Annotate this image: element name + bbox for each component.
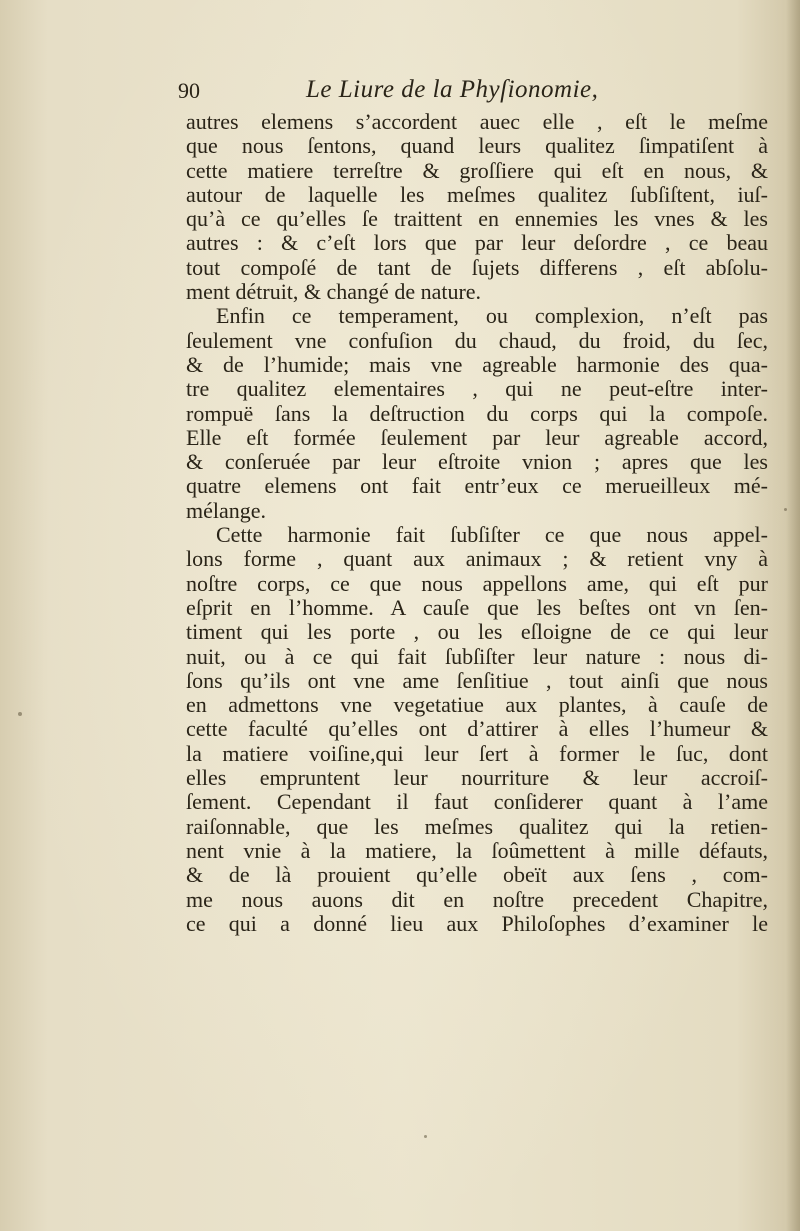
- text-line: en admettons vne vegetatiue aux plantes, à cauſe de: [186, 693, 768, 718]
- page-edge-shadow: [786, 0, 800, 1231]
- text-line: & de là prouient qu’elle obeït aux ſens , com-: [186, 863, 768, 888]
- text-line: ce qui a donné lieu aux Philoſophes d’examiner le: [186, 911, 768, 936]
- text-line: nent vnie à la matiere, la ſoûmettent à mille défauts,: [186, 838, 768, 863]
- text-line: autres : & c’eſt lors que par leur deſordre , ce beau: [186, 231, 768, 256]
- text-line: tout compoſé de tant de ſujets differens , eſt abſolu-: [186, 255, 768, 280]
- text-line: Cette harmonie fait ſubſiſter ce que nous appel-: [216, 523, 768, 548]
- text-line: rompuë ſans la deſtruction du corps qui la compoſe.: [186, 401, 768, 426]
- text-line: ſons qu’ils ont vne ame ſenſitiue , tout ainſi que nous: [186, 668, 768, 693]
- text-line: tre qualitez elementaires , qui ne peut-eſtre inter-: [186, 377, 768, 402]
- text-line: timent qui les porte , ou les eſloigne de ce qui leur: [186, 620, 768, 645]
- text-line: la matiere voiſine,qui leur ſert à former le ſuc, dont: [186, 741, 768, 766]
- text-line: nuit, ou à ce qui fait ſubſiſter leur nature : nous di-: [186, 644, 768, 669]
- page-header: [178, 76, 758, 106]
- page-number: 90: [178, 78, 200, 103]
- body-text: [186, 110, 768, 936]
- text-line: me nous auons dit en noſtre precedent Chapitre,: [186, 887, 768, 912]
- text-line: qu’à ce qu’elles ſe traittent en ennemies les vnes & les: [186, 207, 768, 232]
- text-line: Enfin ce temperament, ou complexion, n’eſt pas: [216, 304, 768, 329]
- text-line: cette faculté qu’elles ont d’attirer à elles l’humeur &: [186, 717, 768, 742]
- text-line: noſtre corps, ce que nous appellons ame, qui eſt pur: [186, 571, 768, 596]
- ink-speck: [784, 508, 787, 511]
- text-line: mélange.: [186, 498, 267, 523]
- text-line: Elle eſt formée ſeulement par leur agreable accord,: [186, 425, 768, 450]
- text-line: que nous ſentons, quand leurs qualitez ſimpatiſent à: [186, 134, 768, 159]
- text-line: quatre elemens ont fait entr’eux ce merueilleux mé-: [186, 474, 768, 499]
- ink-speck: [424, 1135, 427, 1138]
- text-line: autour de laquelle les meſmes qualitez ſubſiſtent, iuſ-: [186, 182, 768, 207]
- text-line: & de l’humide; mais vne agreable harmonie des qua-: [186, 352, 768, 377]
- text-line: lons forme , quant aux animaux ; & retient vny à: [186, 547, 768, 572]
- text-line: elles empruntent leur nourriture & leur accroiſ-: [186, 766, 768, 791]
- ink-speck: [18, 712, 22, 716]
- text-line: ſeulement vne confuſion du chaud, du froid, du ſec,: [186, 328, 768, 353]
- text-line: autres elemens s’accordent auec elle , eſt le meſme: [186, 110, 768, 134]
- text-line: & conſeruée par leur eſtroite vnion ; apres que les: [186, 450, 768, 475]
- text-line: eſprit en l’homme. A cauſe que les beſtes ont vn ſen-: [186, 595, 768, 620]
- text-line: ſement. Cependant il faut conſiderer quant à l’ame: [186, 790, 768, 815]
- text-line: raiſonnable, que les meſmes qualitez qui la retien-: [186, 814, 768, 839]
- text-line: ment détruit, & changé de nature.: [186, 280, 482, 305]
- text-line: cette matiere terreſtre & groſſiere qui eſt en nous, &: [186, 158, 768, 183]
- running-title: Le Liure de la Phyſionomie,: [306, 76, 599, 103]
